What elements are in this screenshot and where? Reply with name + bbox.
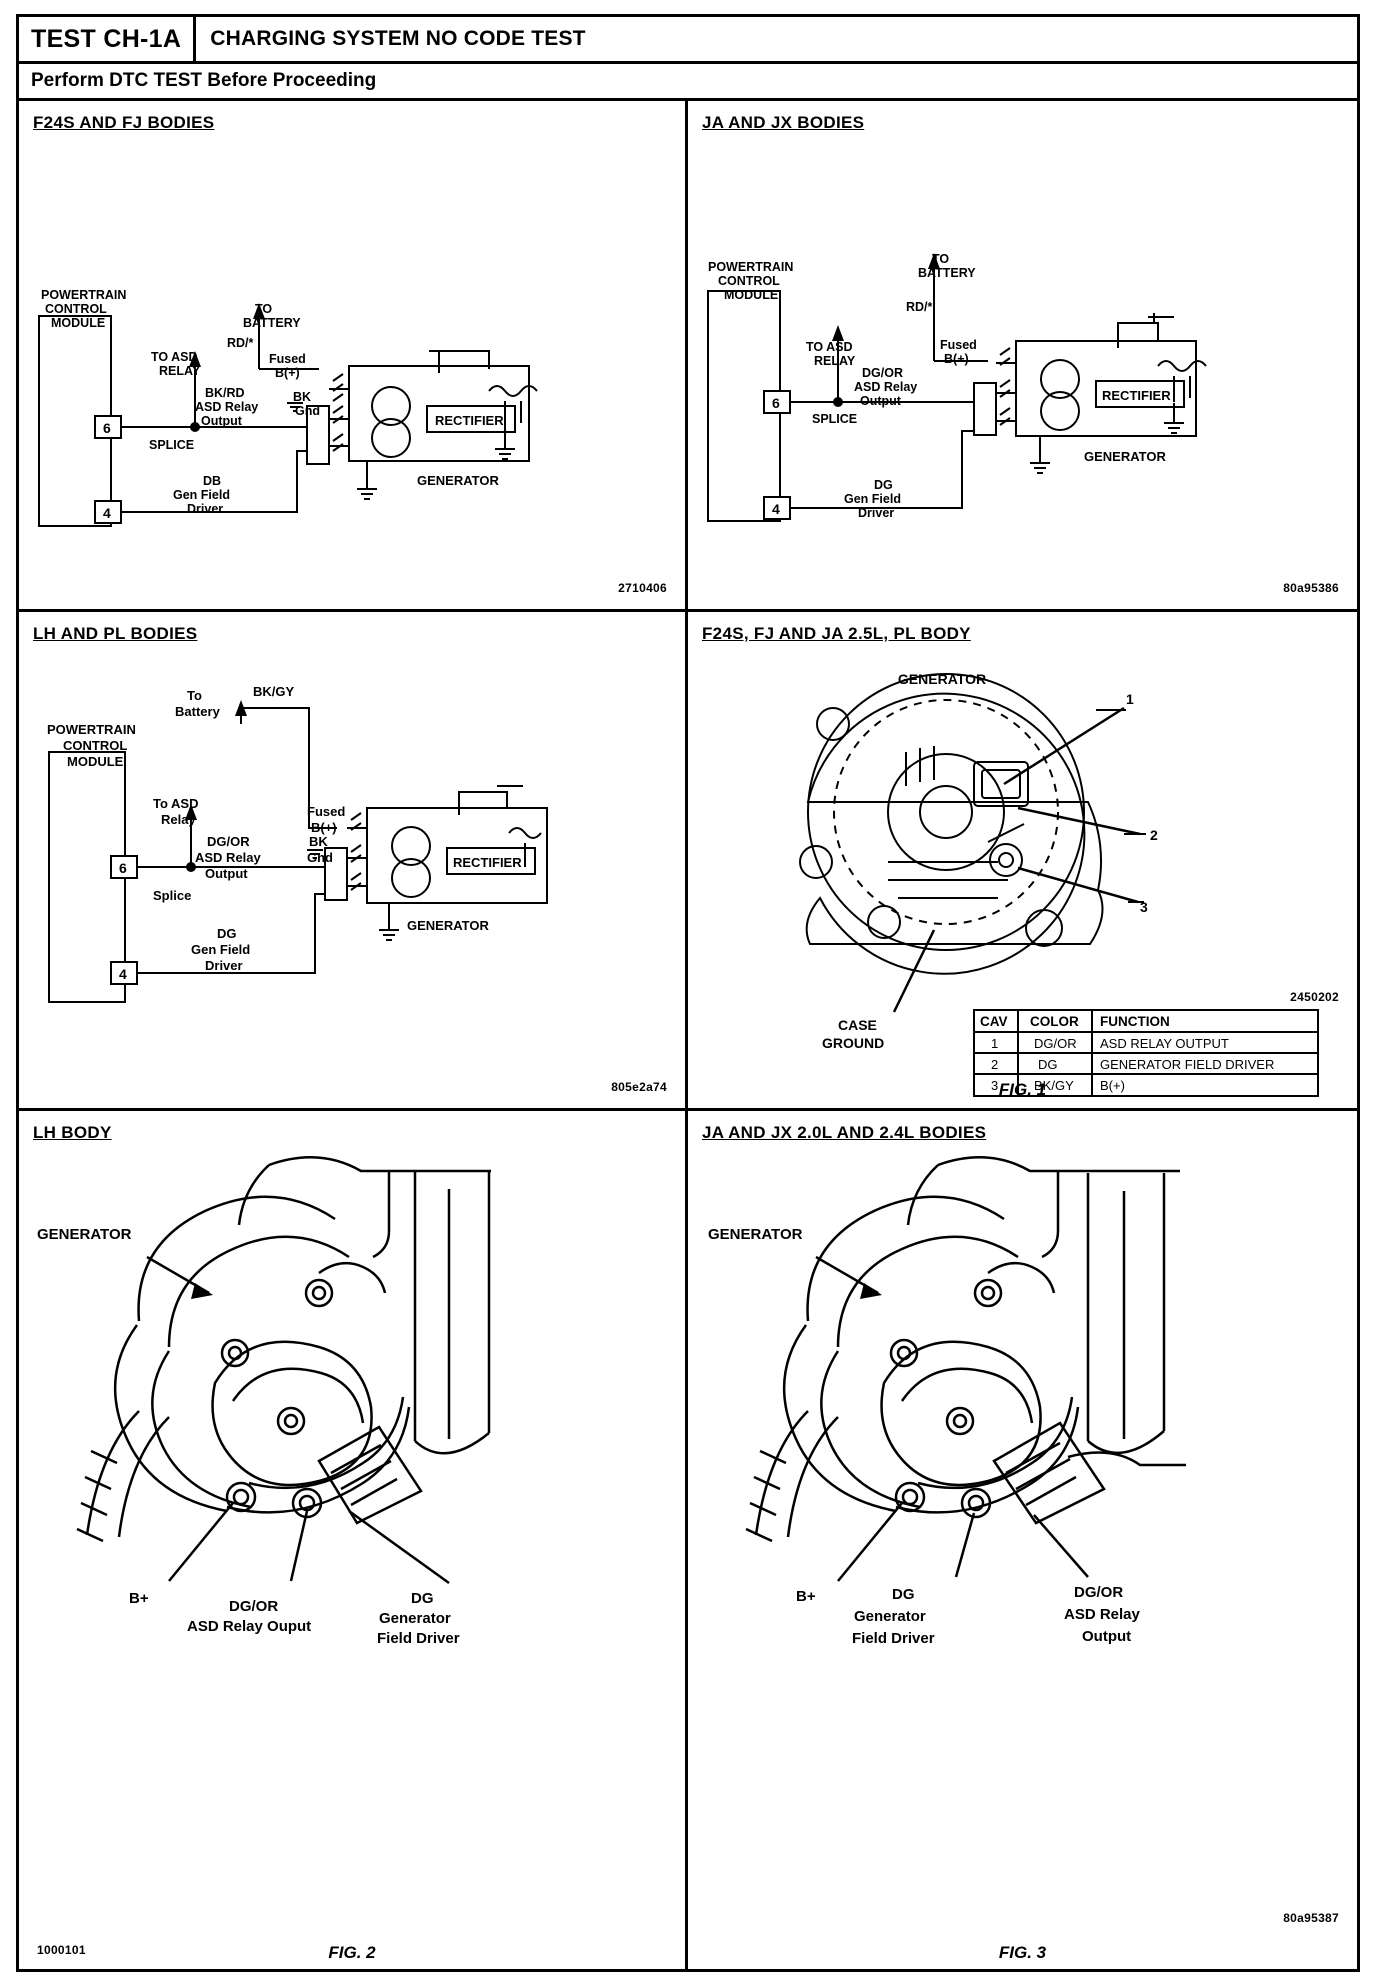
figure-code: 80a95386	[1283, 581, 1339, 595]
svg-text:TO ASD: TO ASD	[806, 340, 853, 354]
svg-text:BATTERY: BATTERY	[918, 266, 976, 280]
figure-caption: FIG. 1	[998, 1080, 1047, 1099]
svg-text:GENERATOR FIELD DRIVER: GENERATOR FIELD DRIVER	[1100, 1057, 1275, 1072]
svg-text:Driver: Driver	[187, 502, 224, 516]
svg-text:DG/OR: DG/OR	[1034, 1036, 1077, 1051]
panel-title: F24S AND FJ BODIES	[33, 113, 215, 132]
svg-text:B(+): B(+)	[275, 366, 300, 380]
svg-text:Field Driver: Field Driver	[377, 1630, 460, 1647]
svg-text:GENERATOR: GENERATOR	[407, 918, 489, 933]
svg-text:ASD Relay: ASD Relay	[1064, 1606, 1140, 1623]
svg-text:2: 2	[1150, 827, 1158, 843]
svg-text:DG/OR: DG/OR	[1074, 1584, 1124, 1601]
svg-text:BK: BK	[309, 834, 328, 849]
figure-caption: FIG. 2	[328, 1943, 376, 1962]
svg-text:RD/*: RD/*	[227, 336, 254, 350]
svg-text:Fused: Fused	[269, 352, 306, 366]
svg-text:SPLICE: SPLICE	[149, 438, 195, 452]
svg-text:Driver: Driver	[205, 958, 243, 973]
diagram-row-3	[19, 1111, 1357, 1969]
panel-ja-jx	[688, 101, 1357, 609]
svg-text:Output: Output	[860, 394, 901, 408]
svg-text:Output: Output	[201, 414, 242, 428]
svg-text:Splice: Splice	[153, 888, 192, 903]
panel-title: LH AND PL BODIES	[33, 624, 198, 643]
svg-text:4: 4	[772, 501, 780, 517]
panel-title: LH BODY	[33, 1123, 112, 1142]
svg-text:ASD Relay: ASD Relay	[195, 400, 259, 414]
generator-harness-lh	[19, 1111, 679, 1671]
svg-text:GENERATOR: GENERATOR	[37, 1226, 132, 1243]
svg-text:1: 1	[1126, 691, 1134, 707]
svg-text:GENERATOR: GENERATOR	[417, 473, 499, 488]
figure-code: 80a95387	[1283, 1911, 1339, 1925]
svg-text:DG: DG	[874, 478, 893, 492]
generator-harness-ja-jx	[688, 1111, 1348, 1671]
svg-text:ASD Relay: ASD Relay	[854, 380, 918, 394]
svg-text:DG/OR: DG/OR	[207, 834, 250, 849]
svg-text:Fused: Fused	[307, 804, 346, 819]
svg-text:DB: DB	[203, 474, 222, 488]
panel-lh-pl	[19, 612, 688, 1108]
svg-text:Output: Output	[205, 866, 248, 881]
svg-text:Field Driver: Field Driver	[852, 1630, 935, 1647]
panel-title: JA AND JX BODIES	[702, 113, 865, 132]
figure-code: 2710406	[618, 581, 667, 595]
svg-text:2: 2	[991, 1057, 999, 1072]
svg-text:BK/GY: BK/GY	[253, 684, 295, 699]
svg-text:ASD RELAY OUTPUT: ASD RELAY OUTPUT	[1100, 1036, 1229, 1051]
svg-text:Generator: Generator	[379, 1610, 451, 1627]
svg-text:DG/OR: DG/OR	[862, 366, 903, 380]
svg-text:Relay: Relay	[161, 812, 196, 827]
svg-text:Gen Field: Gen Field	[173, 488, 230, 502]
svg-text:Driver: Driver	[858, 506, 895, 520]
panel-title: JA AND JX 2.0L AND 2.4L BODIES	[702, 1123, 987, 1142]
svg-text:RELAY: RELAY	[814, 354, 856, 368]
svg-text:MODULE: MODULE	[724, 288, 779, 302]
svg-text:BK/GY: BK/GY	[1034, 1078, 1074, 1093]
wiring-diagram-lh-pl	[19, 612, 679, 1102]
svg-text:GENERATOR: GENERATOR	[897, 671, 987, 687]
svg-text:B+: B+	[129, 1590, 149, 1607]
svg-text:DG/OR: DG/OR	[229, 1598, 279, 1615]
diagram-row-2	[19, 612, 1357, 1111]
svg-text:TO ASD: TO ASD	[151, 350, 198, 364]
svg-text:COLOR: COLOR	[1030, 1014, 1079, 1029]
svg-text:POWERTRAIN: POWERTRAIN	[708, 260, 794, 274]
figure-code: 1000101	[37, 1943, 86, 1957]
svg-text:FUNCTION: FUNCTION	[1100, 1014, 1170, 1029]
page-header	[19, 17, 1357, 64]
panel-f24s-fj	[19, 101, 688, 609]
svg-text:RD/*: RD/*	[906, 300, 933, 314]
svg-text:DG: DG	[217, 926, 237, 941]
svg-text:CONTROL: CONTROL	[718, 274, 780, 288]
panel-lh-body-photo	[19, 1111, 688, 1969]
svg-text:GENERATOR: GENERATOR	[1084, 449, 1166, 464]
svg-text:TO: TO	[932, 252, 950, 266]
page-title: CHARGING SYSTEM NO CODE TEST	[210, 27, 586, 50]
svg-text:Battery: Battery	[175, 704, 220, 719]
svg-text:4: 4	[103, 505, 111, 521]
panel-title: F24S, FJ AND JA 2.5L, PL BODY	[702, 624, 971, 643]
figure-code: 2450202	[1290, 990, 1339, 1004]
wiring-diagram-ja-jx	[688, 101, 1348, 601]
wiring-diagram-f24s-fj	[19, 101, 679, 601]
svg-text:Generator: Generator	[854, 1608, 926, 1625]
svg-text:To ASD: To ASD	[153, 796, 199, 811]
page-subtitle: Perform DTC TEST Before Proceeding	[19, 64, 1357, 101]
page-frame	[16, 14, 1360, 1972]
svg-text:TO: TO	[255, 302, 273, 316]
svg-text:6: 6	[103, 420, 111, 436]
svg-text:RECTIFIER: RECTIFIER	[435, 413, 504, 428]
svg-text:BK: BK	[293, 390, 312, 404]
svg-text:BATTERY: BATTERY	[243, 316, 301, 330]
svg-text:DG: DG	[1038, 1057, 1058, 1072]
svg-text:To: To	[187, 688, 202, 703]
svg-text:BK/RD: BK/RD	[205, 386, 245, 400]
svg-text:SPLICE: SPLICE	[812, 412, 858, 426]
svg-text:3: 3	[1140, 899, 1148, 915]
svg-text:GROUND: GROUND	[822, 1035, 885, 1051]
svg-text:DG: DG	[892, 1586, 915, 1603]
generator-illustration	[688, 612, 1348, 1102]
svg-text:GENERATOR: GENERATOR	[708, 1226, 803, 1243]
svg-text:ASD Relay: ASD Relay	[195, 850, 261, 865]
svg-text:B+: B+	[796, 1588, 816, 1605]
panel-ja-jx-photo	[688, 1111, 1357, 1969]
svg-text:RELAY: RELAY	[159, 364, 201, 378]
svg-text:Gen Field: Gen Field	[191, 942, 251, 957]
figure-code: 805e2a74	[611, 1080, 667, 1094]
svg-text:4: 4	[119, 966, 127, 982]
svg-text:RECTIFIER: RECTIFIER	[453, 855, 522, 870]
svg-text:B(+): B(+)	[311, 820, 337, 835]
svg-text:DG: DG	[411, 1590, 434, 1607]
svg-text:3: 3	[991, 1078, 999, 1093]
svg-text:CONTROL: CONTROL	[45, 302, 107, 316]
svg-text:MODULE: MODULE	[67, 754, 124, 769]
svg-text:POWERTRAIN: POWERTRAIN	[41, 288, 127, 302]
svg-text:Gen Field: Gen Field	[844, 492, 901, 506]
svg-text:Gnd: Gnd	[307, 850, 333, 865]
svg-text:POWERTRAIN: POWERTRAIN	[47, 722, 136, 737]
svg-text:CONTROL: CONTROL	[63, 738, 128, 753]
diagram-row-1	[19, 101, 1357, 612]
svg-text:Gnd: Gnd	[295, 404, 320, 418]
svg-text:1: 1	[991, 1036, 999, 1051]
svg-text:ASD Relay Ouput: ASD Relay Ouput	[187, 1618, 312, 1635]
svg-text:MODULE: MODULE	[51, 316, 106, 330]
svg-text:6: 6	[119, 860, 127, 876]
panel-generator-connector	[688, 612, 1357, 1108]
figure-caption: FIG. 3	[998, 1943, 1047, 1962]
svg-text:RECTIFIER: RECTIFIER	[1102, 388, 1171, 403]
svg-text:CAV: CAV	[980, 1014, 1008, 1029]
svg-text:CASE: CASE	[838, 1017, 877, 1033]
svg-text:Output: Output	[1082, 1628, 1132, 1645]
svg-text:B(+): B(+)	[944, 352, 969, 366]
test-code: TEST CH-1A	[19, 17, 196, 61]
svg-text:6: 6	[772, 395, 780, 411]
diagram-grid	[19, 101, 1357, 1969]
svg-text:Fused: Fused	[940, 338, 977, 352]
svg-text:B(+): B(+)	[1100, 1078, 1125, 1093]
